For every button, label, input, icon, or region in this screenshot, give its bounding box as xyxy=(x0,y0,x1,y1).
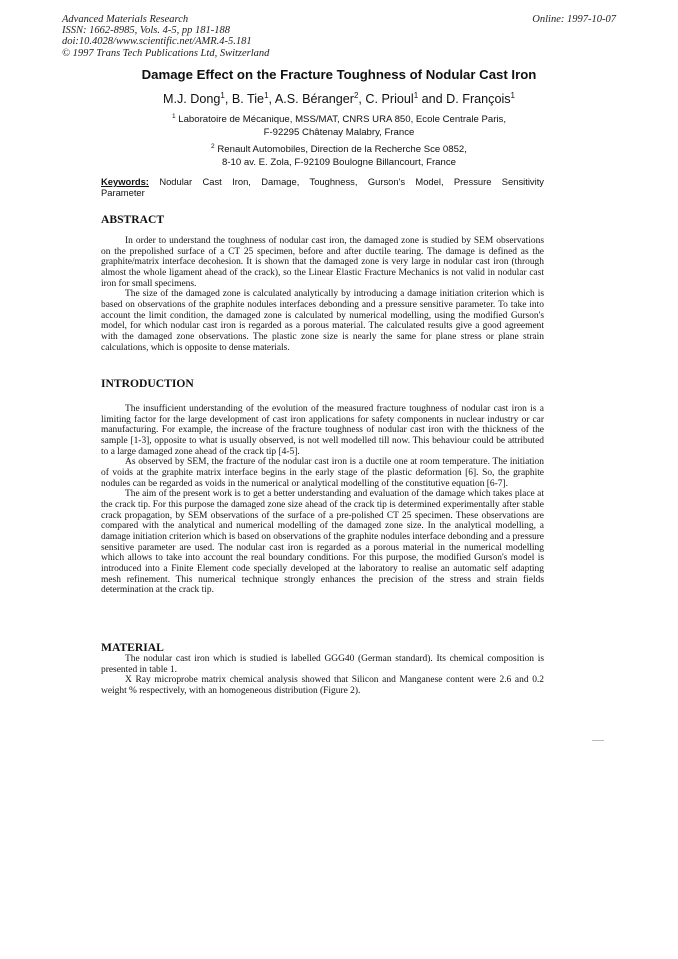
journal-issn: ISSN: 1662-8985, Vols. 4-5, pp 181-188 xyxy=(62,25,230,37)
journal-name: Advanced Materials Research xyxy=(62,14,189,25)
author-affil-mark: 1 xyxy=(510,91,515,100)
affiliation-line: Laboratoire de Mécanique, MSS/MAT, CNRS URA 850, Ecole Centrale Paris, xyxy=(178,114,507,126)
paragraph: The insufficient understanding of the evolution of the measured fracture toughness of nodular cast iron is a limiting factor for the large development of cast iron applications for safety components in nuclear industry or car manufacturing. For example, the increase of the fracture toughness of nodular cast iron with the thickness of the sample [1-3], opposite to what is usually observed, is not well modelled till now. This behaviour could be attributed to a large damaged zone ahead of the crack tip [4-5]. xyxy=(101,404,544,457)
journal-header xyxy=(62,14,269,59)
keywords-block xyxy=(101,176,544,198)
introduction-heading: INTRODUCTION xyxy=(101,377,194,390)
author-separator: , xyxy=(224,92,232,107)
affiliation-line: F-92295 Châtenay Malabry, France xyxy=(263,126,415,138)
author-affil-mark: 1 xyxy=(413,91,419,100)
paragraph: The aim of the present work is to get a better understanding and evaluation of the damage which takes place at the crack tip. For this purpose the damaged zone size ahead of the crack tip is determined experimentally after stable crack propagation, by SEM observations of the surface of a pre-polished CT 25 specimen. These observations are compared with the analytical and numerical modelling of the damaged zone size. In the analytical modelling, a damage initiation criterion which is based on observations of the graphite nodules interface debonding and a pressure sensitive parameter are used. The nodular cast iron is regarded as a porous material in the numerical modelling which allows to take into account the real boundary conditions. For this purpose, the modified Gurson's model is introduced into a Finite Element code specially developed at the laboratory to realise an automatic self adapting mesh refinement. This numerical technique strongly enhances the precision of the stress and strain fields determination at the crack tip. xyxy=(101,489,544,596)
paragraph: As observed by SEM, the fracture of the nodular cast iron is a ductile one at room temperature. The initiation of voids at the graphite matrix interface begins in the early stage of the plastic deformation [6]. So, the graphite nodules can be regarded as voids in the numerical or analytical modelling of the constitutive equation [6-7]. xyxy=(101,457,544,489)
introduction-body xyxy=(101,404,544,596)
author-name: C. Prioul xyxy=(365,92,414,107)
affiliation-line: 8-10 av. E. Zola, F-92109 Boulogne Billancourt, France xyxy=(222,156,456,168)
affiliation-1 xyxy=(0,111,678,139)
affiliation-line: Renault Automobiles, Direction de la Recherche Sce 0852, xyxy=(217,144,467,156)
paper-title: Damage Effect on the Fracture Toughness of Nodular Cast Iron xyxy=(141,67,537,82)
author-separator: , xyxy=(358,92,366,107)
affiliation-mark: 1 xyxy=(171,113,176,120)
author-affil-mark: 1 xyxy=(220,91,225,100)
author-name: M.J. Dong xyxy=(163,92,221,107)
journal-copyright: © 1997 Trans Tech Publications Ltd, Switzerland xyxy=(62,47,270,59)
author-affil-mark: 2 xyxy=(353,91,359,100)
online-date: Online: 1997-10-07 xyxy=(532,14,616,25)
keywords-list: Nodular Cast Iron, Damage, Toughness, Gurson's Model, Pressure Sensitivity xyxy=(159,176,544,187)
material-heading: MATERIAL xyxy=(101,641,164,654)
abstract-body xyxy=(101,236,544,353)
author-separator: and xyxy=(418,92,447,107)
keywords-list-continued: Parameter xyxy=(101,187,145,198)
keywords-label: Keywords: xyxy=(101,176,149,187)
affiliation-mark: 2 xyxy=(211,143,215,150)
author-name: B. Tie xyxy=(231,92,265,107)
abstract-heading: ABSTRACT xyxy=(101,213,165,226)
author-name: D. François xyxy=(446,92,511,107)
material-body xyxy=(101,654,544,697)
author-affil-mark: 1 xyxy=(264,91,269,100)
journal-doi[interactable]: doi:10.4028/www.scientific.net/AMR.4-5.181 xyxy=(62,36,252,48)
scan-artifact-mark xyxy=(592,740,604,741)
paragraph: The nodular cast iron which is studied is labelled GGG40 (German standard). Its chemical composition is presented in table 1. xyxy=(101,654,544,675)
paragraph: In order to understand the toughness of nodular cast iron, the damaged zone is studied by SEM observations on the prepolished surface of a CT 25 specimen, before and after ductile tearing. The damage is defined as the graphite/matrix interface decohesion. It is shown that the damaged zone is very large in nodular cast iron (through almost the whole ligament ahead of the crack), so the Linear Elastic Fracture Mechanics is not valid in nodular cast iron for small specimens. xyxy=(101,236,544,289)
affiliation-2 xyxy=(0,141,678,169)
author-name: A.S. Béranger xyxy=(274,92,354,107)
author-separator: , xyxy=(268,92,275,107)
author-list xyxy=(0,91,678,106)
paragraph: The size of the damaged zone is calculated analytically by introducing a damage initiation criterion which is based on observations of the graphite nodules interfaces debonding and a pressure sensitive parameter. To take into account the limit condition, the damaged zone is calculated by numerical modelling, using the modified Gurson's model, for which nodular cast iron is regarded as a porous material. The calculated results give a good agreement with the damaged zone observations. The plastic zone size is nearly the same for plane stress or plane strain calculations, which is opposite to dense materials. xyxy=(101,289,544,353)
paragraph: X Ray microprobe matrix chemical analysis showed that Silicon and Manganese content were 2.6 and 0.2 weight % respectively, with an homogeneous distribution (Figure 2). xyxy=(101,675,544,696)
